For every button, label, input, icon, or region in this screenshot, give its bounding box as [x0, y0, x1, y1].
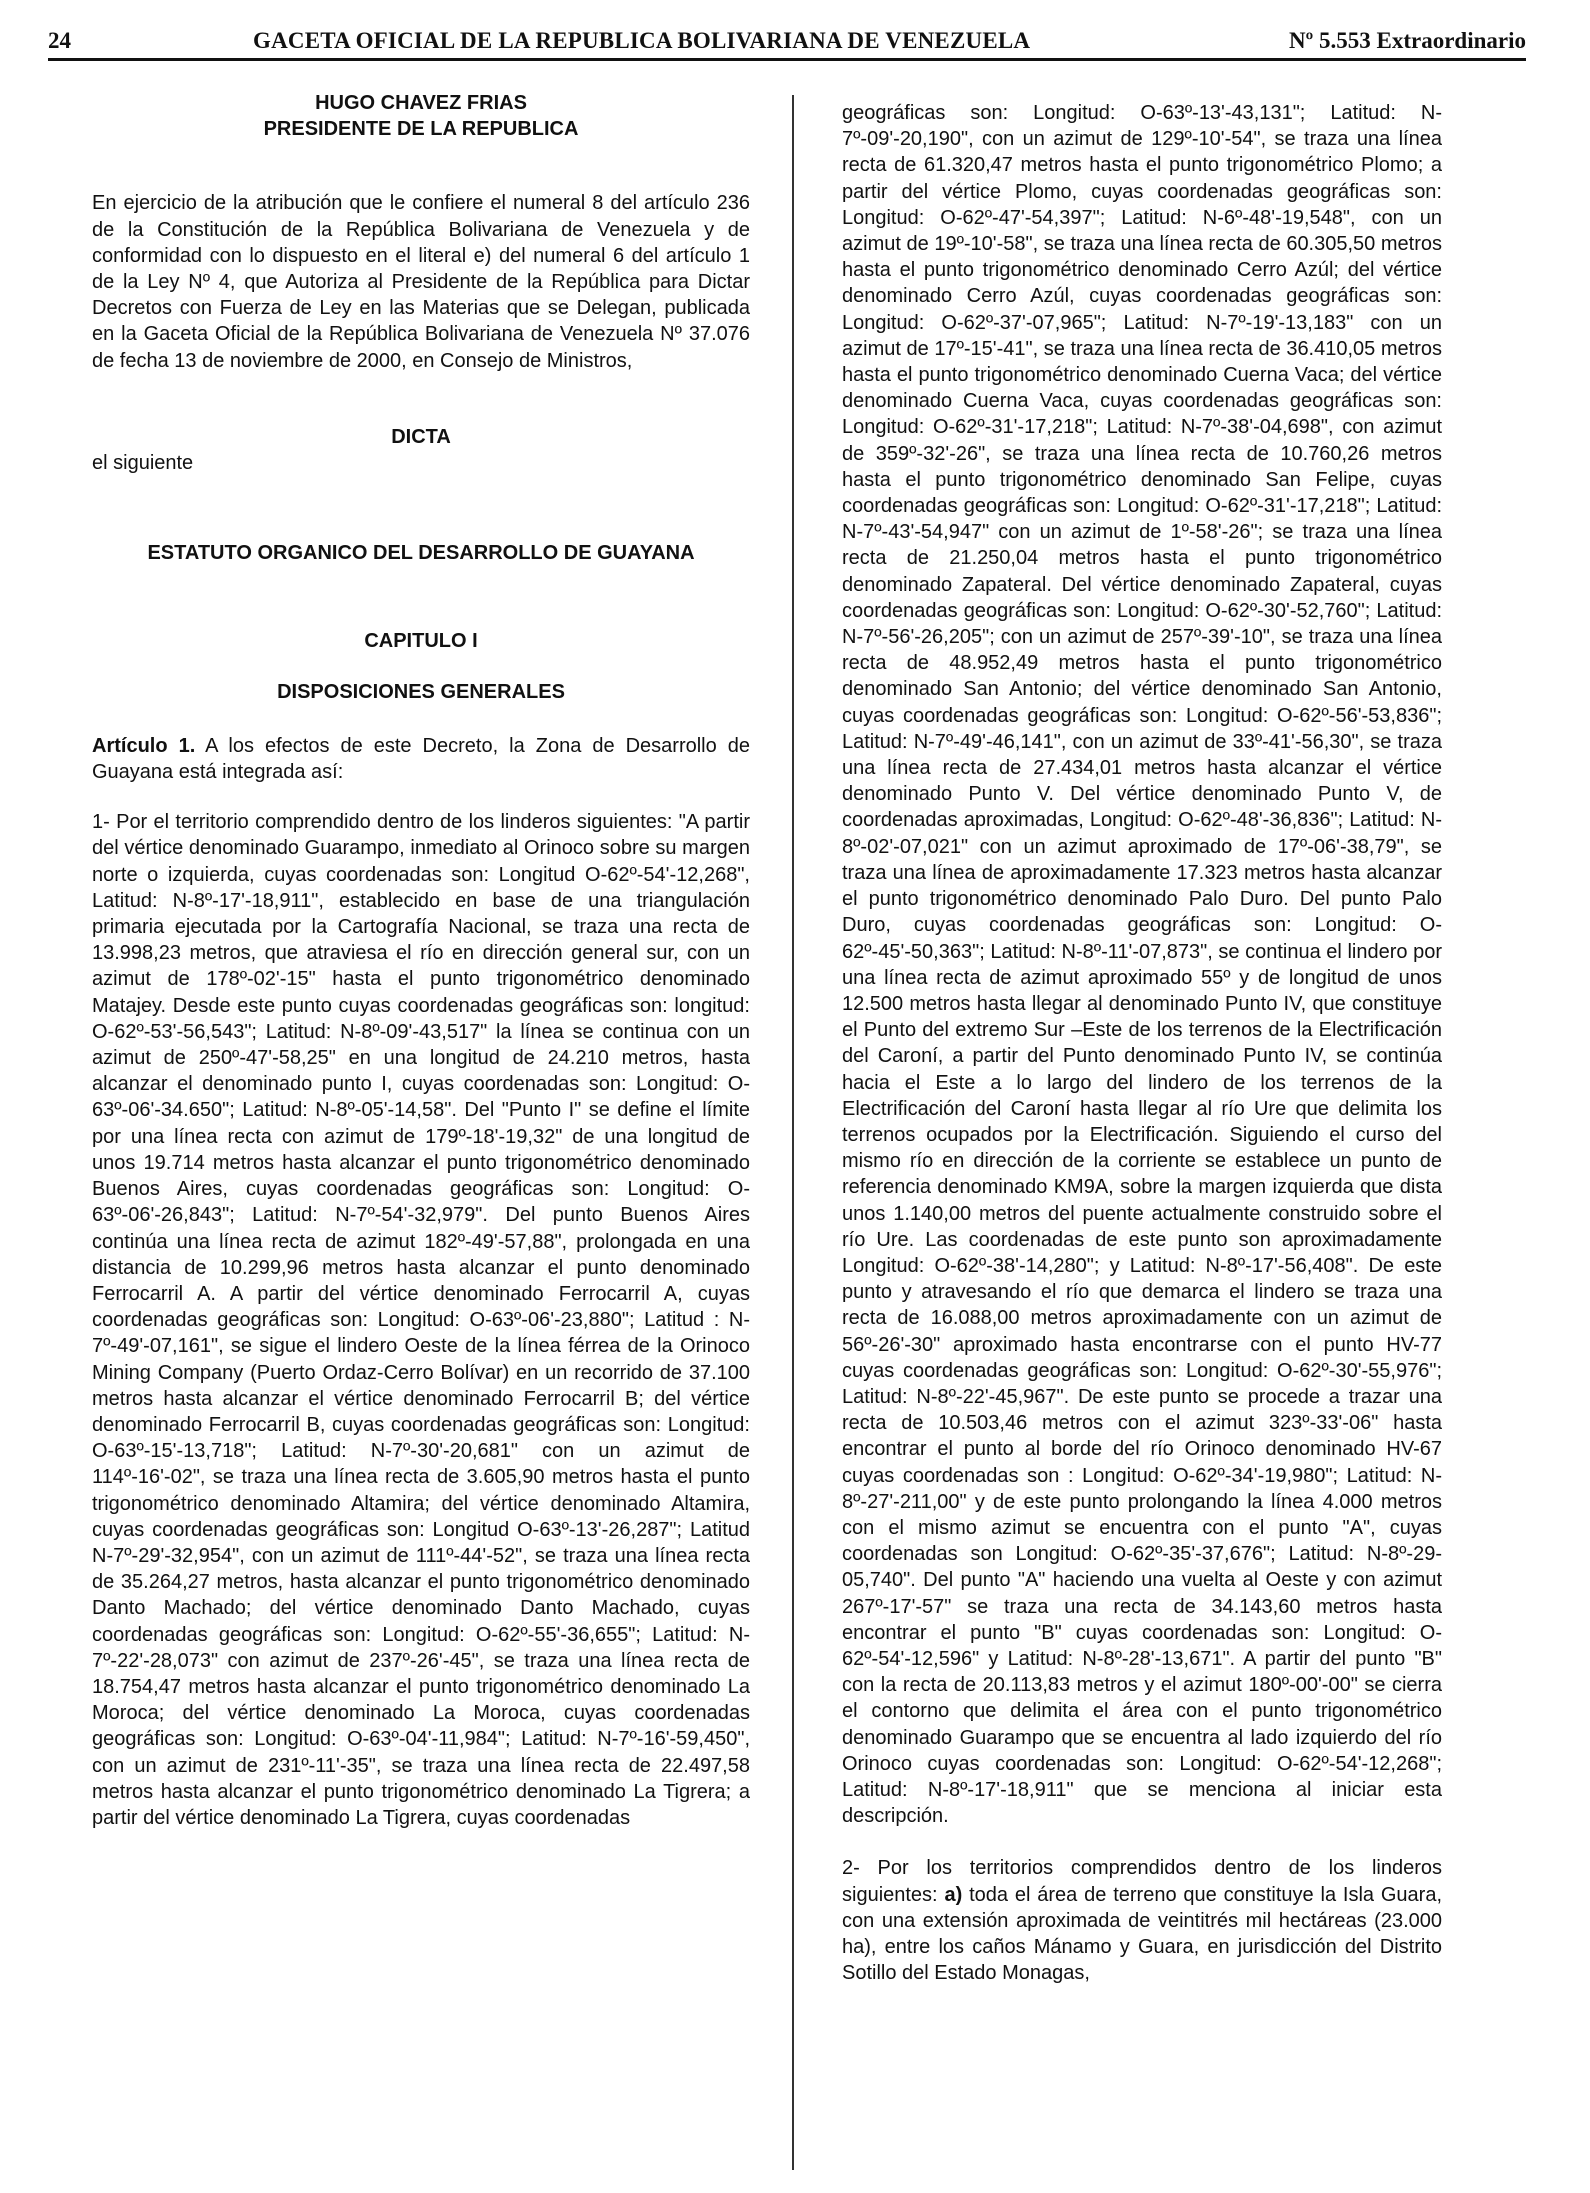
article-1	[92, 733, 750, 785]
page-number: 24	[48, 28, 71, 53]
signature-title: PRESIDENTE DE LA REPUBLICA	[263, 118, 579, 141]
estatuto-title: ESTATUTO ORGANICO DEL DESARROLLO DE GUAYANA	[147, 542, 695, 565]
item-2-text: toda el área de terreno que constituye la Isla Guara, con una extensión aproximada de veintitrés mil hectáreas (23.000 ha), entre los caños Mánamo y Guara, en jurisdicción del Distrito Sotillo del Estado Monagas,	[842, 1883, 1443, 1985]
item-2-paragraph	[842, 1855, 1442, 1986]
intro-paragraph: En ejercicio de la atribución que le confiere el numeral 8 del artículo 236 de la Constitución de la República Bolivariana de Venezuela y de conformidad con lo dispuesto en el literal e) del numeral 6 del artículo 1 de la Ley Nº 4, que Autoriza al Presidente de la República para Dictar Decretos con Fuerza de Ley en las Materias que se Delegan, publicada en la Gaceta Oficial de la República Bolivariana de Venezuela Nº 37.076 de fecha 13 de noviembre de 2000, en Consejo de Ministros,	[92, 192, 750, 372]
item-2-marker: a)	[944, 1883, 963, 1906]
section-heading: DISPOSICIONES GENERALES	[277, 680, 565, 703]
chapter-heading: CAPITULO I	[364, 630, 478, 653]
article-label: Artículo 1.	[92, 734, 196, 757]
el-siguiente-text: el siguiente	[92, 452, 194, 475]
item-2-prefix: 2- Por los territorios comprendidos dentro de los linderos siguientes:	[842, 1857, 1442, 1906]
left-column	[92, 90, 750, 1831]
gazette-header	[48, 18, 1526, 61]
dicta-heading: DICTA	[391, 425, 451, 448]
item-1-paragraph: 1- Por el territorio comprendido dentro de los linderos siguientes: "A partir del vértice denominado Guarampo, inmediato al Orinoco sobre su margen norte o izquierda, cuyas coordenadas son: Longitud O-62º-54'-12,268", Latitud: N-8º-17'-18,911", establecido en base de una triangulación primaria ejecutada por la Cartografía Nacional, se traza una recta de 13.998,23 metros, que atraviesa el río en dirección general sur, con un azimut de 178º-02'-15" hasta el punto trigonométrico denominado Matajey. Desde este punto cuyas coordenadas geográficas son: longitud: O-62º-53'-56,543"; Latitud: N-8º-09'-43,517" la línea se continua con un azimut de 250º-47'-58,25" en una longitud de 24.210 metros, hasta alcanzar el denominado punto I, cuyas coordenadas son: Longitud: O-63º-06'-34.650"; Latitud: N-8º-05'-14,58". Del "Punto I" se define el límite por una línea recta con azimut de 179º-18'-19,32" de una longitud de unos 19.714 metros hasta alcanzar el punto trigonométrico denominado Buenos Aires, cuyas coordenadas geográficas son: Longitud: O-63º-06'-26,843"; Latitud: N-7º-54'-32,979". Del punto Buenos Aires continúa una línea recta de azimut 182º-49'-57,88", prolongada en una distancia de 10.299,96 metros hasta alcanzar el punto denominado Ferrocarril A. A partir del vértice denominado Ferrocarril A, cuyas coordenadas geográficas son: Longitud: O-63º-06'-23,880"; Latitud : N-7º-49'-07,161", se sigue el lindero Oeste de la línea férrea de la Orinoco Mining Company (Puerto Ordaz-Cerro Bolívar) en un recorrido de 37.100 metros hasta alcanzar el vértice denominado Ferrocarril B; del vértice denominado Ferrocarril B, cuyas coordenadas geográficas son: Longitud: O-63º-15'-13,718"; Latitud: N-7º-30'-20,681" con un azimut de 114º-16'-02", se traza una línea recta de 3.605,90 metros hasta el punto trigonométrico denominado Altamira; del vértice denominado Altamira, cuyas coordenadas geográficas son: Longitud O-63º-13'-26,287"; Latitud N-7º-29'-32,954", con un azimut de 111º-44'-52", se traza una línea recta de 35.264,27 metros, hasta alcanzar el punto trigonométrico denominado Danto Machado; del vértice denominado Danto Machado, cuyas coordenadas geográficas son: Longitud: O-62º-55'-36,655"; Latitud: N-7º-22'-28,073" con azimut de 237º-26'-45", se traza una línea recta de 18.754,47 metros hasta alcanzar el punto trigonométrico denominado La Moroca; del vértice denominado La Moroca, cuyas coordenadas geográficas son: Longitud: O-63º-04'-11,984"; Latitud: N-7º-16'-59,450", con un azimut de 231º-11'-35", se traza una línea recta de 22.497,58 metros hasta alcanzar el punto trigonométrico denominado La Tigrera; a partir del vértice denominado La Tigrera, cuyas coordenadas	[92, 811, 750, 1829]
signature-name: HUGO CHAVEZ FRIAS	[315, 92, 527, 114]
column-divider	[792, 95, 794, 2170]
right-column	[842, 100, 1442, 1986]
issue-number: Nº 5.553 Extraordinario	[1289, 28, 1526, 53]
article-text: A los efectos de este Decreto, la Zona de Desarrollo de Guayana está integrada así:	[92, 734, 750, 784]
continuation-paragraph: geográficas son: Longitud: O-63º-13'-43,131"; Latitud: N-7º-09'-20,190", con un azimut de 129º-10'-54", se traza una línea recta de 61.320,47 metros hasta el punto trigonométrico Plomo; a partir del vértice Plomo, cuyas coordenadas geográficas son: Longitud: O-62º-47'-54,397"; Latitud: N-6º-48'-19,548", con un azimut de 19º-10'-58", se traza una línea recta de 60.305,50 metros hasta el punto trigonométrico denominado Cerro Azúl; del vértice denominado Cerro Azúl, cuyas coordenadas geográficas son: Longitud: O-62º-37'-07,965"; Latitud: N-7º-19'-13,183" con un azimut de 17º-15'-41", se traza una línea recta de 36.410,05 metros hasta el punto trigonométrico denominado Cuerna Vaca; del vértice denominado Cuerna Vaca, cuyas coordenadas geográficas son: Longitud: O-62º-31'-17,218"; Latitud: N-7º-38'-04,698", con azimut de 359º-32'-26", se traza una línea recta de 10.760,26 metros hasta el punto trigonométrico denominado San Felipe, cuyas coordenadas geográficas son: Longitud: O-62º-31'-17,218"; Latitud: N-7º-43'-54,947" con un azimut de 1º-58'-26"; se traza una línea recta de 21.250,04 metros hasta el punto trigonométrico denominado Zapateral. Del vértice denominado Zapateral, cuyas coordenadas geográficas son: Longitud: O-62º-30'-52,760"; Latitud: N-7º-56'-26,205"; con un azimut de 257º-39'-10", se traza una línea recta de 48.952,49 metros hasta el punto trigonométrico denominado San Antonio; del vértice denominado San Antonio, cuyas coordenadas geográficas son: Longitud: O-62º-56'-53,836"; Latitud: N-7º-49'-46,141", con un azimut de 33º-41'-56,30", se traza una línea recta de 27.434,01 metros hasta alcanzar el vértice denominado Punto V. Del vértice denominado Punto V, de coordenadas aproximadas, Longitud: O-62º-48'-36,836"; Latitud: N-8º-02'-07,021" con un azimut aproximado de 17º-06'-38,79", se traza una línea de aproximadamente 17.323 metros hasta alcanzar el punto trigonométrico denominado Palo Duro. Del punto Palo Duro, cuyas coordenadas geográficas son: Longitud: O-62º-45'-50,363"; Latitud: N-8º-11'-07,873", se continua el lindero por una línea recta de azimut aproximado 55º y de longitud de unos 12.500 metros hasta llegar al denominado Punto IV, que constituye el Punto del extremo Sur –Este de los terrenos de la Electrificación del Caroní, a partir del Punto denominado Punto IV, se continúa hacia el Este a lo largo del lindero de los terrenos de la Electrificación del Caroní hasta llegar al río Ure que delimita los terrenos ocupados por la Electrificación. Siguiendo el curso del mismo río en dirección de la corriente se establece un punto de referencia denominado KM9A, sobre la margen izquierda que dista unos 1.140,00 metros del puente actualmente construido sobre el río Ure. Las coordenadas de este punto son aproximadamente Longitud: O-62º-38'-14,280"; y Latitud: N-8º-17'-56,408". De este punto y atravesando el río que demarca el lindero se traza una recta de 16.088,00 metros aproximadamente con un azimut de 56º-26'-30" aproximado hasta encontrarse con el punto HV-77 cuyas coordenadas geográficas son: Longitud: O-62º-30'-55,976"; Latitud: N-8º-22'-45,967". De este punto se procede a trazar una recta de 10.503,46 metros con el azimut 323º-33'-06" hasta encontrar el punto al borde del río Orinoco denominado HV-67 cuyas coordenadas son : Longitud: O-62º-34'-19,980"; Latitud: N-8º-27'-211,00" y de este punto prolongando la línea 4.000 metros con el mismo azimut se encuentra con el punto "A", cuyas coordenadas son Longitud: O-62º-35'-37,676"; Latitud: N-8º-29-05,740". Del punto "A" haciendo una vuelta al Oeste y con azimut 267º-17'-57" se traza una recta de 34.143,60 metros hasta encontrar el punto "B" cuyas coordenadas son: Longitud: O-62º-54'-12,596" y Latitud: N-8º-28'-13,671". A partir del punto "B" con la recta de 20.113,83 metros y el azimut 180º-00'-00" se cierra el contorno que delimita el área con el punto trigonométrico denominado Guarampo que se encuentra al lado izquierdo del río Orinoco cuyas coordenadas son: Longitud: O-62º-54'-12,268"; Latitud: N-8º-17'-18,911" que se menciona al iniciar esta descripción.	[842, 102, 1442, 1828]
gazette-title: GACETA OFICIAL DE LA REPUBLICA BOLIVARIANA DE VENEZUELA	[253, 28, 1031, 53]
